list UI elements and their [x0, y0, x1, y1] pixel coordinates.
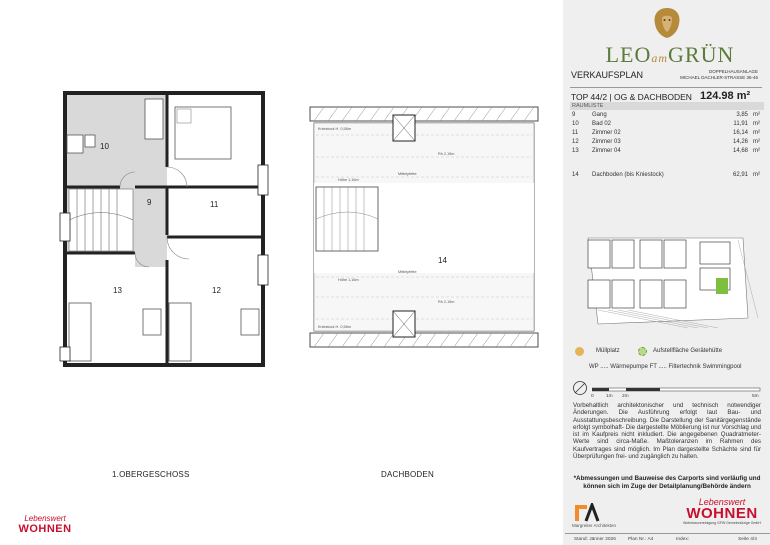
- room-unit: m²: [753, 139, 760, 145]
- scale-1m: 1m: [606, 394, 613, 399]
- footer-index: Index:: [676, 537, 690, 542]
- disclaimer-paragraph: Vorbehaltlich architektonischer und technisch notwendiger Änderungen. Die Ausführung erfolgt laut Bau- und Ausstattungsbeschreibung. Die Darstellung der Sanitärgegenstände erfolgt symbolhaft- Die dargestellte Möblierung ist nur Vorschlag und ist im Kaufpreis nicht inkludiert. Die angegebenen Quadratmeter-Werte sind circa-Maße. Maßtoleranzen im Rahmen des Kaufvertrages sind möglich. Im Plan dargestellte Schächte sind für Überprüfungen frei- und zugänglich zu halten.: [573, 402, 761, 461]
- page-title: VERKAUFSPLAN: [571, 70, 644, 80]
- og-room-13: 13: [113, 286, 122, 295]
- dachboden-plan: [298, 95, 548, 357]
- room-name: Bad 02: [592, 121, 612, 127]
- footer-seite: Seite 4/4: [738, 537, 757, 542]
- dachboden-plan-label: DACHBODEN: [381, 470, 434, 479]
- room-nr: 9: [572, 112, 576, 118]
- room-row: [570, 120, 762, 129]
- carport-note: *Abmessungen und Bauweise des Carports sind vorläufig und können sich im Zuge der Detailplanung/Behörde ändern: [573, 475, 761, 490]
- lebenswert-wohnen-logo-right: [680, 497, 764, 525]
- og-plan-label: 1.OBERGESCHOSS: [112, 470, 190, 479]
- logo-leo: LEO: [605, 42, 652, 67]
- wohnen-subtitle: Wohnbauvereinigung GFW Gemeinnützige GmbH: [683, 521, 761, 525]
- footer-format: Plan Nr.: A4: [628, 537, 654, 542]
- room-nr: 11: [572, 130, 579, 136]
- raumliste-heading: RAUMLISTE: [570, 102, 764, 110]
- room-nr: 12: [572, 139, 579, 145]
- room-name: Zimmer 03: [592, 139, 621, 145]
- room-row: [570, 138, 762, 147]
- wp-ft-legend: WP ..... Wärmepumpe FT ..... Filtertechnik Swimmingpool: [589, 364, 742, 370]
- scale-0: 0: [591, 394, 594, 399]
- room-nr: 10: [572, 121, 579, 127]
- scale-5m: 5m: [752, 394, 759, 399]
- scale-bar: [592, 387, 762, 393]
- room-row: [570, 129, 762, 138]
- room-row: [570, 171, 762, 180]
- muellplatz-dot-icon: [575, 347, 584, 356]
- room-area: 11,91: [733, 121, 748, 127]
- room-unit: m²: [753, 148, 760, 154]
- room-row: [570, 147, 762, 156]
- room-unit: m²: [753, 130, 760, 136]
- room-area: 16,14: [732, 130, 748, 136]
- og-room-12: 12: [212, 286, 221, 295]
- raumliste-table: [570, 111, 762, 191]
- lebenswert-text: Lebenswert: [24, 514, 66, 523]
- room-nr: 14: [572, 172, 579, 178]
- room-name: Zimmer 02: [592, 130, 621, 136]
- architect-name: Margreiter Architekten: [572, 523, 617, 528]
- room-area: 14,68: [732, 148, 748, 154]
- room-area: 14,26: [732, 139, 748, 145]
- room-row: [570, 111, 762, 120]
- dachboden-room-14: 14: [438, 256, 447, 265]
- wohnen-text: WOHNEN: [18, 523, 72, 535]
- project-info: [650, 69, 758, 80]
- footer-rule: [565, 533, 770, 534]
- project-line-2: MICHAEL DACHLER-STRASSE 36-46: [680, 74, 758, 80]
- mittelpfette-top-label: Mittelpfette: [398, 172, 417, 176]
- footer-stand: Stand: Jänner 2026: [574, 537, 616, 542]
- aufstell-dot-icon: [638, 347, 647, 356]
- room-unit: m²: [753, 121, 760, 127]
- compass-icon: [572, 380, 588, 396]
- og-room-9: 9: [147, 198, 152, 207]
- top-label: TOP 44/2 | OG & DACHBODEN: [571, 92, 692, 102]
- lebenswert-wohnen-logo-left: [10, 514, 80, 535]
- rh-top-label: Rh 2,19m: [438, 152, 455, 156]
- og-floor-plan: [55, 85, 285, 375]
- header-rule: [570, 87, 762, 88]
- hoehe-top-label: Höhe 1,16m: [338, 178, 359, 182]
- room-area: 3,85: [736, 112, 748, 118]
- og-room-11: 11: [210, 200, 219, 209]
- leo-am-gruen-logo: [600, 42, 740, 68]
- room-name: Gang: [592, 112, 607, 118]
- hoehe-bottom-label: Höhe 1,16m: [338, 278, 359, 282]
- room-name: Dachboden (bis Kniestock): [592, 172, 664, 178]
- kniestock-bottom-label: Kniestock H. 0,58m: [318, 325, 351, 329]
- logo-gruen: GRÜN: [668, 42, 735, 67]
- project-line-1: DOPPELHAUSANLAGE: [708, 69, 758, 74]
- architect-logo: [572, 503, 632, 528]
- aufstell-label: Aufstellfläche Gerätehütte: [653, 348, 723, 354]
- architect-mark-icon: [572, 503, 602, 523]
- og-room-10: 10: [100, 142, 109, 151]
- lebenswert-text-right: Lebenswert: [698, 497, 746, 507]
- room-name: Zimmer 04: [592, 148, 621, 154]
- room-area: 62,91: [732, 172, 748, 178]
- room-unit: m²: [753, 172, 760, 178]
- mittelpfette-bottom-label: Mittelpfette: [398, 270, 417, 274]
- scale-2m: 2m: [622, 394, 629, 399]
- logo-am: am: [651, 51, 669, 65]
- wohnen-text-right: WOHNEN: [686, 505, 758, 522]
- room-unit: m²: [753, 112, 760, 118]
- rh-bottom-label: Rh 2,19m: [438, 300, 455, 304]
- kniestock-top-label: Kniestock H. 0,58m: [318, 127, 351, 131]
- muellplatz-label: Müllplatz: [596, 348, 620, 354]
- site-plan: [568, 228, 764, 338]
- lion-icon: [648, 6, 686, 40]
- total-area: 124.98 m²: [700, 90, 751, 102]
- room-nr: 13: [572, 148, 579, 154]
